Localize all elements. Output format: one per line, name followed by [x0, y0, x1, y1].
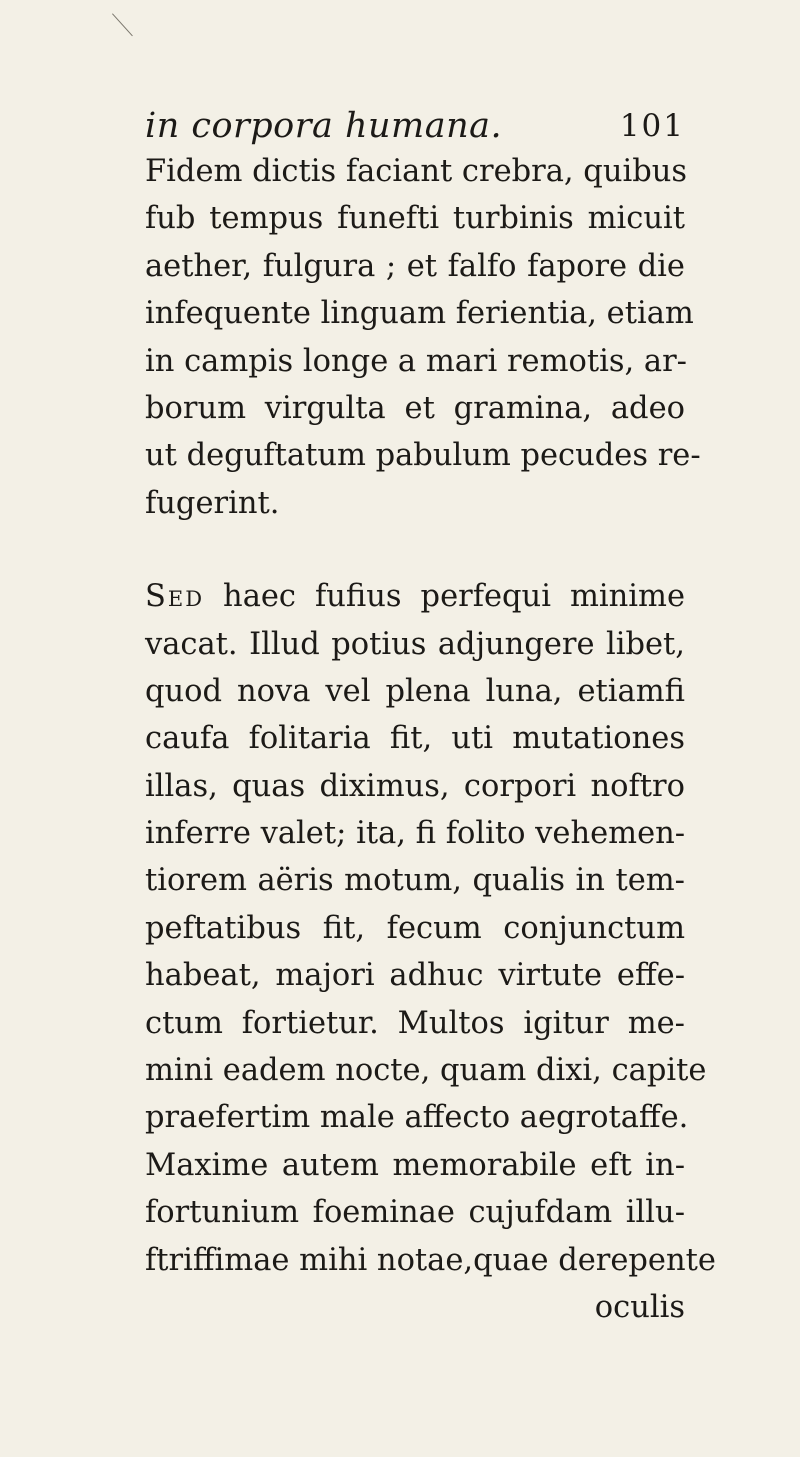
body-text [145, 148, 716, 1331]
text-line: habeat, majori adhuc virtute effe- [145, 958, 685, 994]
text-line: illas, quas diximus, corpori noftro [145, 768, 685, 804]
paragraph-opening-line [145, 573, 685, 620]
text-line: quod nova vel plena luna, etiamfi [145, 673, 685, 709]
text-line: fub tempus funefti turbinis micuit [145, 201, 685, 237]
small-caps-lead: Sed [145, 579, 205, 615]
text-line: Maxime autem memorabile eft in- [145, 1147, 685, 1183]
paragraph-gap [145, 527, 685, 573]
text-line: mini eadem nocte, quam dixi, capite [145, 1053, 707, 1089]
text-line: aether, fulgura ; et falfo fapore die [145, 248, 685, 284]
running-head: in corpora humana. [145, 106, 503, 146]
page-header [145, 101, 685, 151]
text-line: caufa folitaria fit, uti mutationes [145, 721, 685, 757]
text-line: ctum fortietur. Multos igitur me- [145, 1005, 685, 1041]
text-line: praefertim male affecto aegrotaffe. [145, 1100, 689, 1136]
text-line: ut deguftatum pabulum pecudes re- [145, 438, 701, 474]
text-line: infequente linguam ferientia, etiam [145, 296, 694, 332]
text-line: tiorem aëris motum, qualis in tem- [145, 863, 685, 899]
text-line: fugerint. [145, 485, 280, 521]
text-line: in campis longe a mari remotis, ar- [145, 343, 687, 379]
text-line: Fidem dictis faciant crebra, quibus [145, 154, 688, 189]
stray-ink-mark [112, 13, 133, 36]
opening-line-text: haec fufius perfequi minime [204, 579, 685, 615]
text-line: vacat. Illud potius adjungere libet, [145, 626, 685, 662]
text-line: peftatibus fit, fecum conjunctum [145, 910, 685, 946]
catchword: oculis [594, 1289, 685, 1325]
text-line: ftriffimae mihi notae,quae derepente [145, 1242, 716, 1278]
text-line: inferre valet; ita, fi folito vehemen- [145, 816, 686, 852]
page-number: 101 [619, 108, 685, 144]
text-line: borum virgulta et gramina, adeo [145, 390, 685, 426]
text-line: fortunium foeminae cujufdam illu- [145, 1195, 685, 1231]
